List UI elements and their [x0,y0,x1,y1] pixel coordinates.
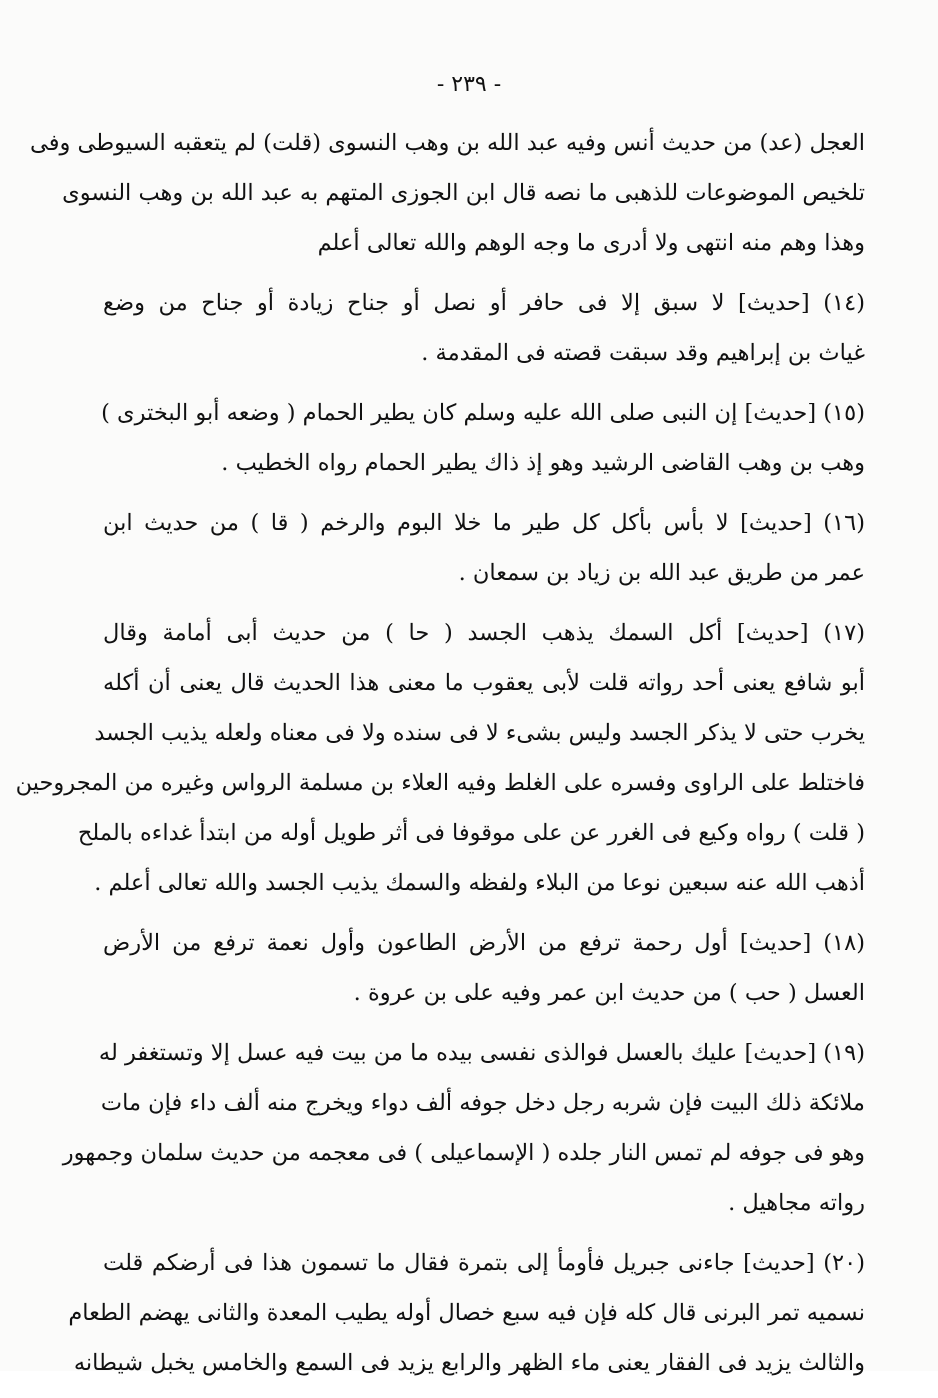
text-line: غياث بن إبراهيم وقد سبقت قصته فى المقدمة . [421,340,865,366]
text-line: ملائكة ذلك البيت فإن شربه رجل دخل جوفه ألف دواء ويخرج منه ألف داء فإن مات [100,1090,865,1116]
paragraph-hadith-17 [15,608,865,908]
text-line: رواته مجاهيل . [728,1190,865,1216]
text-line: (١٤) [حديث] لا سبق إلا فى حافر أو نصل أو جناح زيادة أو جناح من وضع [103,290,865,316]
paragraph-hadith-20 [68,1238,865,1388]
paragraph-1 [29,118,865,268]
text-line: العجل (عد) من حديث أنس وفيه عبد الله بن وهب النسوى (قلت) لم يتعقبه السيوطى وفى [29,130,865,156]
paragraph-hadith-16 [103,498,865,598]
paragraph-hadith-19 [62,1028,865,1228]
text-line: (١٩) [حديث] عليك بالعسل فوالذى نفسى بيده ما من بيت فيه عسل إلا وتستغفر له [98,1040,865,1066]
text-line: ( قلت ) رواه وكيع فى الغرر عن على موقوفا فى أثر طويل أوله من ابتدأ غداءه بالملح [77,820,865,846]
text-line: وهو فى جوفه لم تمس النار جلده ( الإسماعيلى ) فى معجمه من حديث سلمان وجمهور [62,1140,865,1166]
text-line: (١٦) [حديث] لا بأس بأكل كل طير ما خلا البوم والرخم ( قا ) من حديث ابن [103,510,865,536]
paragraph-hadith-15 [103,388,865,488]
text-line: عمر من طريق عبد الله بن زياد بن سمعان . [458,560,865,586]
text-line: أبو شافع يعنى أحد رواته قلت لأبى يعقوب ما معنى هذا الحديث قال يعنى أن أكله [103,670,865,696]
text-line: أذهب الله عنه سبعين نوعا من البلاء ولفظه والسمك يذيب الجسد والله تعالى أعلم . [94,870,865,896]
text-line: العسل ( حب ) من حديث ابن عمر وفيه على بن عروة . [353,980,865,1006]
text-line: (١٨) [حديث] أول رحمة ترفع من الأرض الطاعون وأول نعمة ترفع من الأرض [103,930,865,956]
text-line: نسميه تمر البرنى قال كله فإن فيه سبع خصال أوله يطيب المعدة والثانى يهضم الطعام [68,1300,865,1326]
text-line: وهب بن وهب القاضى الرشيد وهو إذ ذاك يطير الحمام رواه الخطيب . [221,450,865,476]
text-line: (٢٠) [حديث] جاءنى جبريل فأومأ إلى بتمرة فقال ما تسمون هذا فى أرضكم قلت [103,1250,865,1276]
text-line: وهذا وهم منه انتهى ولا أدرى ما وجه الوهم والله تعالى أعلم [317,230,865,256]
paragraph-hadith-18 [103,918,865,1018]
text-line: فاختلط على الراوى وفسره على الغلط وفيه العلاء بن مسلمة الرواس وغيره من المجروحين [15,770,865,796]
text-line: تلخيص الموضوعات للذهبى ما نصه قال ابن الجوزى المتهم به عبد الله بن وهب النسوى [62,180,865,206]
page-number: - ٢٣٩ - [436,72,502,97]
text-line: يخرب حتى لا يذكر الجسد وليس بشىء لا فى سنده ولا فى معناه ولعله يذيب الجسد [94,720,865,746]
text-line: والثالث يزيد فى الفقار يعنى ماء الظهر والرابع يزيد فى السمع والخامس يخبل شيطانه [73,1350,865,1376]
text-line: (١٧) [حديث] أكل السمك يذهب الجسد ( حا ) من حديث أبى أمامة وقال [103,620,865,646]
text-line: (١٥) [حديث] إن النبى صلى الله عليه وسلم كان يطير الحمام ( وضعه أبو البخترى ) [101,400,865,426]
paragraph-hadith-14 [103,278,865,378]
page-body [15,118,865,1398]
